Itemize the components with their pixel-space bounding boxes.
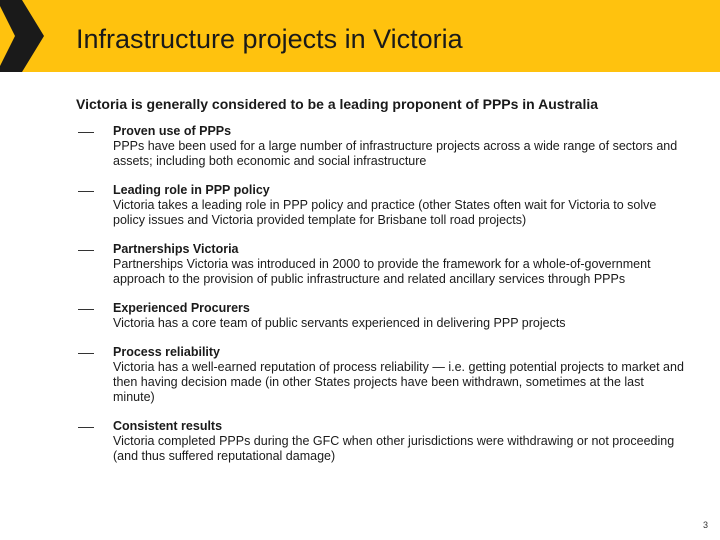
list-item: [76, 242, 686, 287]
list-item: [76, 301, 686, 331]
list-item: [76, 345, 686, 405]
chevron-logo-icon: [0, 0, 60, 72]
header-bar: [0, 0, 720, 72]
list-item: [76, 419, 686, 464]
slide-title: Infrastructure projects in Victoria: [76, 24, 463, 54]
dash-bullet: [78, 309, 94, 310]
item-text: Victoria takes a leading role in PPP policy and practice (other States often wait for Victoria to solve policy issues and Victoria provided template for Brisbane toll road projects): [113, 198, 657, 227]
dash-bullet: [78, 191, 94, 192]
item-title: Leading role in PPP policy: [113, 183, 270, 197]
item-text: Victoria has a well-earned reputation of process reliability — i.e. getting potential projects to market and then having decision made (in other States projects have been withdrawn, sometimes at the last minute): [113, 360, 684, 404]
dash-bullet: [78, 353, 94, 354]
item-title: Process reliability: [113, 345, 221, 359]
dash-bullet: [78, 132, 94, 133]
item-title: Experienced Procurers: [113, 301, 250, 315]
dash-bullet: [78, 427, 94, 428]
item-text: Partnerships Victoria was introduced in 2000 to provide the framework for a whole-of-government approach to the provision of public infrastructure and related ancillary services through PPPs: [113, 257, 651, 286]
item-text: Victoria completed PPPs during the GFC when other jurisdictions were withdrawing or not proceeding (and thus suffered reputational damage): [113, 434, 675, 463]
list-item: [76, 124, 686, 169]
item-title: Partnerships Victoria: [113, 242, 239, 256]
item-text: PPPs have been used for a large number of infrastructure projects across a wide range of sectors and assets; including both economic and social infrastructure: [113, 139, 678, 168]
dash-bullet: [78, 250, 94, 251]
item-title: Proven use of PPPs: [113, 124, 232, 138]
item-text: Victoria has a core team of public servants experienced in delivering PPP projects: [113, 316, 566, 330]
item-title: Consistent results: [113, 419, 223, 433]
bullet-list: [76, 124, 686, 478]
page-number: 3: [702, 520, 708, 530]
list-item: [76, 183, 686, 228]
slide-subtitle: Victoria is generally considered to be a leading proponent of PPPs in Australia: [76, 96, 599, 112]
